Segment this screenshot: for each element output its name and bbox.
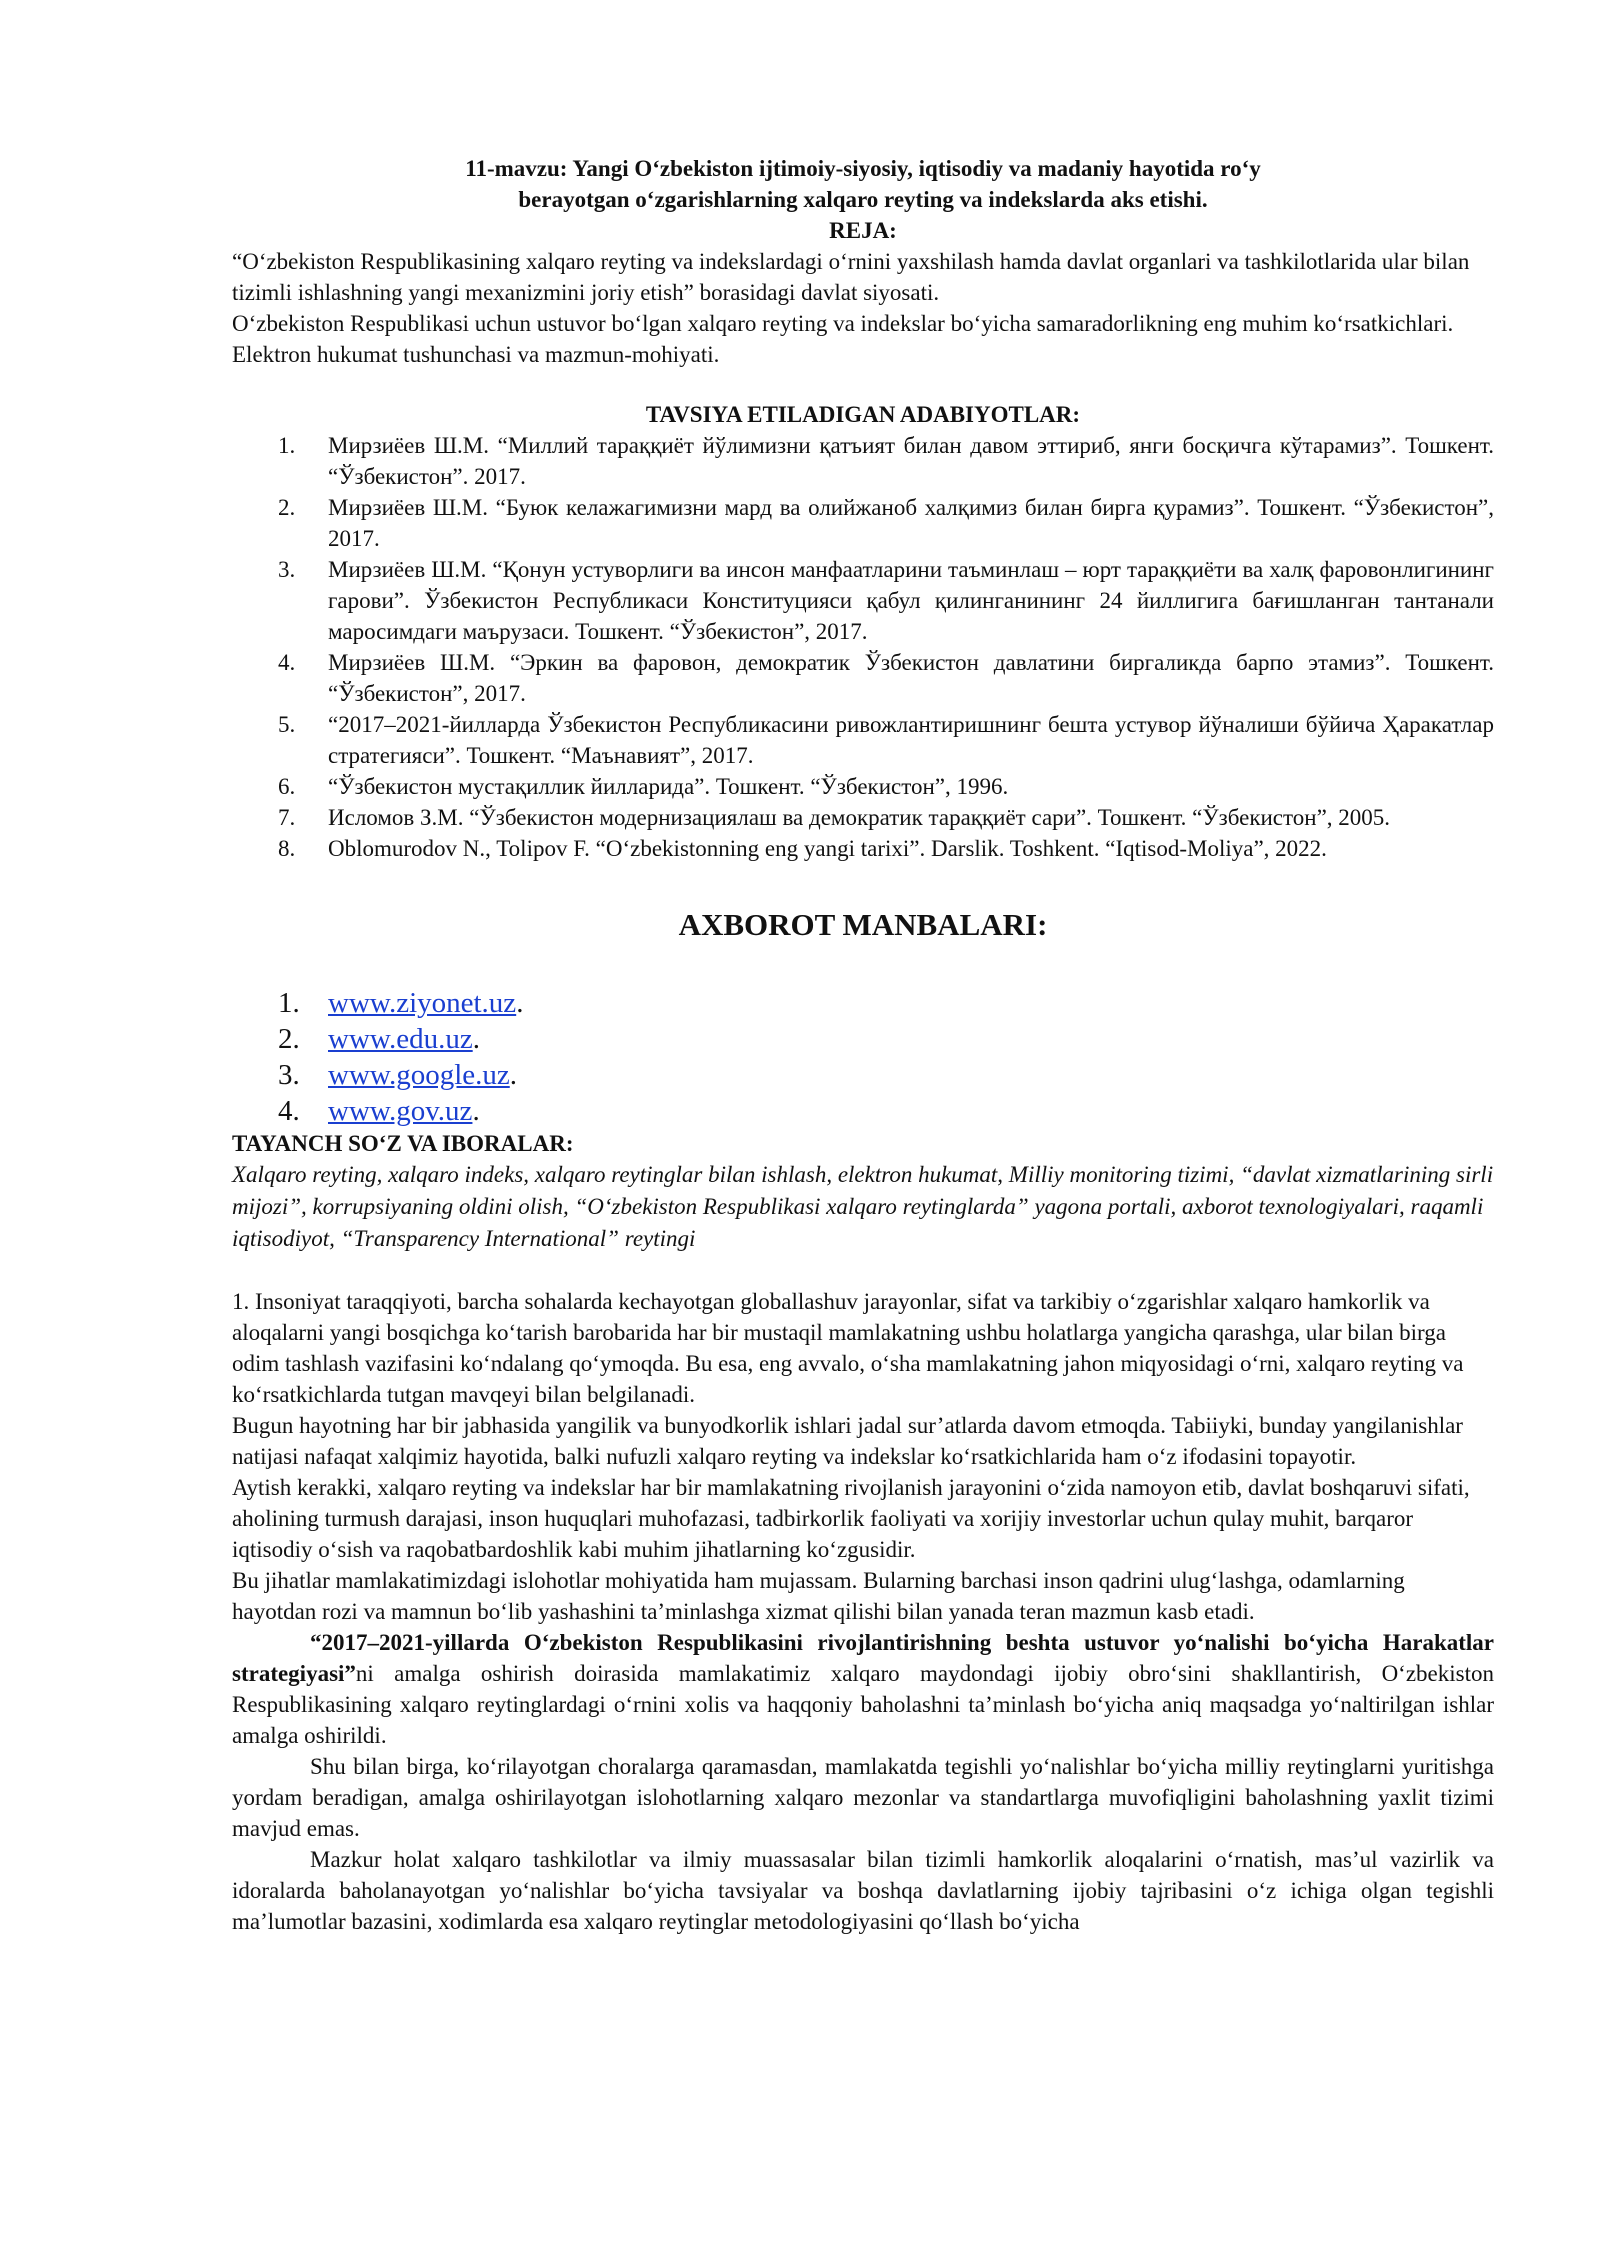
source-item: 2. www.edu.uz.	[278, 1023, 480, 1055]
source-link-gov[interactable]: www.gov.uz	[328, 1095, 473, 1127]
title-line-2: berayotgan o‘zgarishlarning xalqaro reyting va indekslarda aks etishi.	[518, 187, 1208, 212]
reference-item: 6. “Ўзбекистон мустақиллик йилларида”. Тошкент. “Ўзбекистон”, 1996.	[278, 774, 1009, 799]
document-page	[232, 153, 1494, 1937]
plan-item: O‘zbekiston Respublikasi uchun ustuvor bo‘lgan xalqaro reyting va indekslar bo‘yicha samaradorlikning eng muhim ko‘rsatkichlari.	[232, 311, 1454, 336]
plan-heading: REJA:	[829, 218, 897, 243]
reference-item: 7. Исломов З.М. “Ўзбекистон модернизациялаш ва демократик тараққиёт сари”. Тошкент. “Ўзбекистон”, 2005.	[278, 805, 1391, 830]
keywords-heading: TAYANCH SO‘Z VA IBORALAR:	[232, 1131, 574, 1156]
reference-item: 8. Oblomurodov N., Tolipov F. “O‘zbekistonning eng yangi tarixi”. Darslik. Toshkent. “Iqtisod-Moliya”, 2022.	[278, 836, 1327, 861]
plan-list	[232, 246, 1494, 370]
source-item: 3. www.google.uz.	[278, 1059, 517, 1091]
source-link-ziyonet[interactable]: www.ziyonet.uz	[328, 987, 517, 1019]
reference-item: 5. “2017–2021-йилларда Ўзбекистон Республикасини ривожлантиришнинг бешта устувор йўналиши бўйича Ҳаракатлар стратегияси”. Тошкент. “Маънавият”, 2017.	[278, 712, 1494, 768]
source-item: 1. www.ziyonet.uz.	[278, 987, 524, 1019]
body-paragraph-7: Mazkur holat xalqaro tashkilotlar va ilmiy muassasalar bilan tizimli hamkorlik aloqalarini o‘rnatish, mas’ul vazirlik va idoralarda baholanayotgan yo‘nalishlar bo‘yicha tavsiyalar va boshqa davlatlarning ijobiy tajribasini o‘z ichiga olgan tegishli ma’lumotlar bazasini, xodimlarda esa xalqaro reytinglar metodologiyasini qo‘llash bo‘yicha	[232, 1847, 1494, 1934]
body-paragraph-3: Aytish kerakki, xalqaro reyting va indekslar har bir mamlakatning rivojlanish jarayonini o‘zida namoyon etib, davlat boshqaruvi sifati, aholining turmush darajasi, inson huquqlari muhofazasi, tadbirkorlik faoliyati va xorijiy investorlar uchun qulay muhit, barqaror iqtisodiy o‘sish va raqobatbardoshlik kabi muhim jihatlarning ko‘zgusidir.	[232, 1475, 1470, 1562]
source-link-edu[interactable]: www.edu.uz	[328, 1023, 473, 1055]
plan-item: Elektron hukumat tushunchasi va mazmun-mohiyati.	[232, 342, 720, 367]
body-paragraph-6: Shu bilan birga, ko‘rilayotgan choralarga qaramasdan, mamlakatda tegishli yo‘nalishlar bo‘yicha milliy reytinglarni yuritishga yordam beradigan, amalga oshirilayotgan islohotlarning xalqaro mezonlar va standartlarga muvofiqligini baholashning yaxlit tizimi mavjud emas.	[232, 1754, 1494, 1841]
sources-heading: AXBOROT MANBALARI:	[678, 907, 1048, 942]
keywords-text: Xalqaro reyting, xalqaro indeks, xalqaro reytinglar bilan ishlash, elektron hukumat, Milliy monitoring tizimi, “davlat xizmatlarining sirli mijozi”, korrupsiyaning oldini olish, “O‘zbekiston Respublikasi xalqaro reytinglarda” yagona portali, axborot texnologiyalari, raqamli iqtisodiyot, “Transparency International” reytingi	[232, 1162, 1494, 1251]
document-title	[232, 153, 1494, 246]
plan-item: “O‘zbekiston Respublikasining xalqaro reyting va indekslardagi o‘rnini yaxshilash hamda davlat organlari va tashkilotlarida ular bilan tizimli ishlashning yangi mexanizmini joriy etish” borasidagi davlat siyosati.	[232, 249, 1470, 305]
source-link-google[interactable]: www.google.uz	[328, 1059, 510, 1091]
reference-item: 2. Мирзиёев Ш.М. “Буюк келажагимизни мард ва олийжаноб халқимиз билан бирга қурамиз”. Тошкент. “Ўзбекистон”, 2017.	[278, 495, 1494, 551]
source-item: 4. www.gov.uz.	[278, 1095, 480, 1127]
body-paragraph-4: Bu jihatlar mamlakatimizdagi islohotlar mohiyatida ham mujassam. Bularning barchasi inson qadrini ulug‘lashga, odamlarning hayotdan rozi va mamnun bo‘lib yashashini ta’minlashga xizmat qilishi bilan yanada teran mazmun kasb etadi.	[232, 1568, 1405, 1624]
title-line-1: 11-mavzu: Yangi O‘zbekiston ijtimoiy-siyosiy, iqtisodiy va madaniy hayotida ro‘y	[465, 156, 1261, 181]
reference-item: 3. Мирзиёев Ш.М. “Қонун устуворлиги ва инсон манфаатларини таъминлаш – юрт тараққиёти ва халқ фаровонлигининг гарови”. Ўзбекистон Республикаси Конституцияси қабул қилинганининг 24 йиллигига бағишланган тантанали маросимдаги маърузаси. Тошкент. “Ўзбекистон”, 2017.	[278, 557, 1494, 644]
reference-item: 1. Мирзиёев Ш.М. “Миллий тараққиёт йўлимизни қатъият билан давом эттириб, янги босқичга кўтарамиз”. Тошкент. “Ўзбекистон”. 2017.	[278, 433, 1494, 489]
sources-list	[232, 985, 1494, 1129]
references-list	[232, 430, 1494, 864]
references-heading: TAVSIYA ETILADIGAN ADABIYOTLAR:	[645, 402, 1081, 427]
reference-item: 4. Мирзиёев Ш.М. “Эркин ва фаровон, демократик Ўзбекистон давлатини биргаликда барпо этамиз”. Тошкент. “Ўзбекистон”, 2017.	[278, 650, 1494, 706]
strategy-title: “2017–2021-yillarda O‘zbekiston Respublikasini rivojlantirishning beshta ustuvor yo‘nalishi bo‘yicha Harakatlar strategiyasi”	[232, 1630, 1494, 1686]
body-paragraph-2: Bugun hayotning har bir jabhasida yangilik va bunyodkorlik ishlari jadal sur’atlarda davom etmoqda. Tabiiyki, bunday yangilanishlar natijasi nafaqat xalqimiz hayotida, balki nufuzli xalqaro reyting va indekslar ko‘rsatkichlarida ham o‘z ifodasini topayotir.	[232, 1413, 1463, 1469]
body-paragraph-5: “2017–2021-yillarda O‘zbekiston Respublikasini rivojlantirishning beshta ustuvor yo‘nalishi bo‘yicha Harakatlar strategiyasi”ni amalga oshirish doirasida mamlakatimiz xalqaro maydondagi ijobiy obro‘sini shakllantirish, O‘zbekiston Respublikasining xalqaro reytinglardagi o‘rnini xolis va haqqoniy baholashni ta’minlash bo‘yicha aniq maqsadga yo‘naltirilgan ishlar amalga oshirildi.	[232, 1630, 1494, 1748]
body-paragraph-1: 1. Insoniyat taraqqiyoti, barcha sohalarda kechayotgan globallashuv jarayonlar, sifat va tarkibiy o‘zgarishlar xalqaro hamkorlik va aloqalarni yangi bosqichga ko‘tarish barobarida har bir mustaqil mamlakatning ushbu holatlarga yangicha qarashga, ular bilan birga odim tashlash vazifasini ko‘ndalang qo‘ymoqda. Bu esa, eng avvalo, o‘sha mamlakatning jahon miqyosidagi o‘rni, xalqaro reyting va ko‘rsatkichlarda tutgan mavqeyi bilan belgilanadi.	[232, 1289, 1464, 1407]
spacer	[232, 1255, 1494, 1286]
